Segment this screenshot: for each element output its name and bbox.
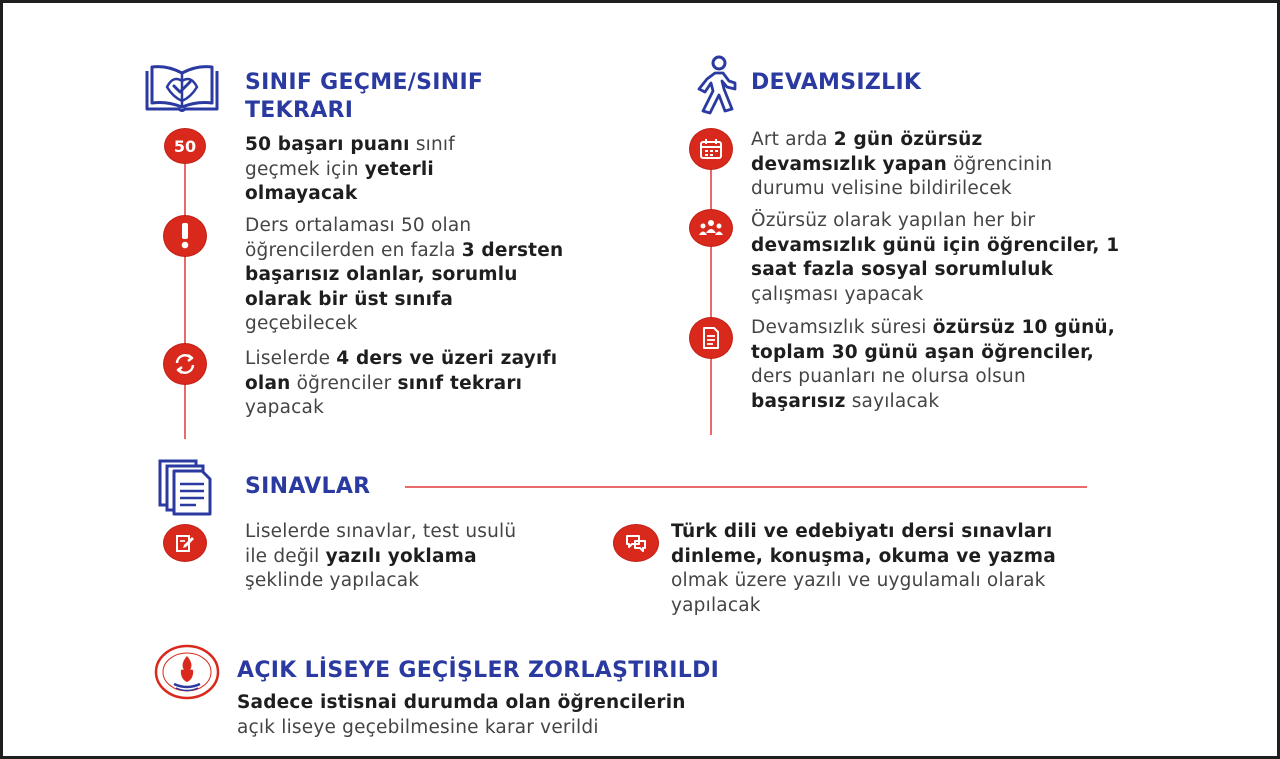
bold-text-run: devamsızlık günü için öğrenciler, 1 saat fazla sosyal sorumluluk — [751, 234, 1120, 280]
calendar-icon — [690, 129, 732, 169]
sinavlar-section-title: SINAVLAR — [245, 474, 371, 499]
text-run: ders puanları ne olursa olsun — [751, 366, 1026, 387]
text-run: Liselerde sınavlar, test usulü ile değil — [245, 521, 517, 567]
acik-lise-text — [237, 691, 797, 740]
text-run: geçebilecek — [245, 313, 358, 334]
sinif-item-2 — [245, 214, 565, 337]
repeat-cycle-icon — [164, 344, 206, 384]
badge-number: 50 — [173, 136, 197, 156]
documents-stack-icon — [157, 458, 215, 516]
fifty-points-badge — [165, 129, 205, 163]
bold-text-run: 50 başarı puanı — [245, 134, 410, 155]
acik-lise-line-1: Sadece istisnai durumda olan öğrencilerin — [237, 692, 686, 713]
text-run: olmak üzere yazılı ve uygulamalı olarak yapılacak — [671, 570, 1046, 616]
text-run: öğrencinin durumu velisine bildirilecek — [751, 153, 1053, 199]
devamsizlik-item-2 — [751, 209, 1121, 307]
text-run: Devamsızlık süresi — [751, 317, 933, 338]
sinif-section-title: SINIF GEÇME/SINIF TEKRARI — [245, 70, 484, 123]
sinavlar-item-2 — [671, 520, 1101, 618]
walking-person-icon — [689, 55, 739, 115]
sinavlar-divider-line — [405, 486, 1087, 488]
devamsizlik-section-title: DEVAMSIZLIK — [751, 70, 922, 95]
speech-bubble-icon — [614, 525, 658, 561]
bold-text-run: 4 ders ve üzeri zayıfı olan — [245, 348, 558, 394]
acik-lise-section-title: AÇIK LİSEYE GEÇİŞLER ZORLAŞTIRILDI — [237, 658, 720, 683]
sinif-item-1 — [245, 133, 535, 207]
bold-text-run: yeterli olmayacak — [245, 158, 434, 204]
sinif-item-3 — [245, 347, 565, 421]
acik-lise-line-2: açık liseye geçebilmesine karar verildi — [237, 716, 599, 738]
sinavlar-item-1 — [245, 520, 525, 594]
pencil-paper-icon — [164, 525, 206, 561]
bold-text-run: Türk dili ve edebiyatı dersi sınavları dinleme, konuşma, okuma ve yazma — [671, 521, 1056, 567]
bold-text-run: 2 gün özürsüz devamsızlık yapan — [751, 129, 983, 175]
bold-text-run: 3 dersten başarısız olanlar, sorumlu olarak bir üst sınıfa — [245, 239, 564, 310]
text-run: şeklinde yapılacak — [245, 570, 420, 591]
text-run: Art arda — [751, 129, 834, 150]
exclamation-icon — [164, 216, 206, 256]
text-run: çalışması yapacak — [751, 283, 924, 305]
text-run: Liselerde — [245, 348, 337, 369]
bold-text-run: yazılı yoklama — [325, 545, 477, 567]
text-run: sınıf geçmek için — [245, 134, 455, 180]
text-run: sayılacak — [845, 390, 940, 412]
group-people-icon — [690, 210, 732, 246]
devamsizlik-item-3 — [751, 316, 1121, 414]
text-run: Özürsüz olarak yapılan her bir — [751, 210, 1036, 231]
text-run: öğrenciler — [290, 372, 398, 394]
text-run: yapacak — [245, 397, 324, 418]
meb-logo-icon — [154, 644, 220, 700]
text-run: Ders ortalaması 50 olan öğrencilerden en fazla — [245, 215, 472, 261]
bold-text-run: özürsüz 10 günü, toplam 30 günü aşan öğrenciler, — [751, 317, 1116, 363]
devamsizlik-item-1 — [751, 128, 1111, 202]
bold-text-run: başarısız — [751, 390, 846, 412]
sinif-timeline-line — [184, 143, 186, 439]
book-check-icon — [143, 63, 221, 115]
document-icon — [690, 318, 732, 358]
devamsizlik-timeline-line — [710, 143, 712, 435]
bold-text-run: sınıf tekrarı — [397, 372, 523, 394]
